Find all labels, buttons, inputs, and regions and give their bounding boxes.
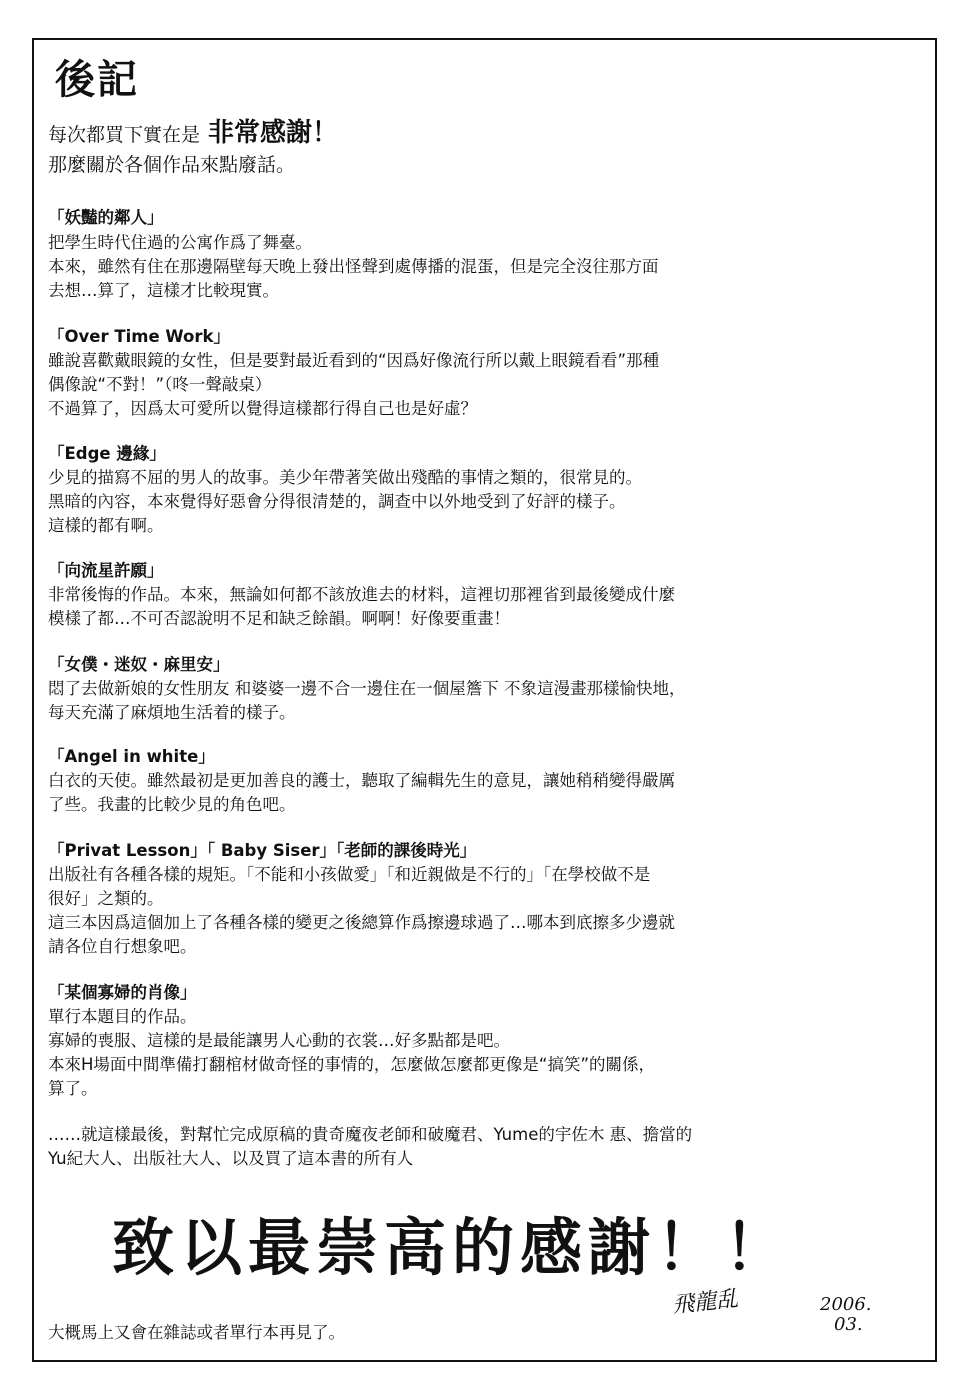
section-line: 本來H場面中間準備打翻棺材做奇怪的事情的，怎麼做怎麼都更像是“搞笑”的關係， bbox=[48, 1055, 656, 1074]
page-title: 後記 bbox=[55, 56, 139, 103]
section-line: 白衣的天使。雖然最初是更加善良的護士，聽取了編輯先生的意見，讓她稍稍變得嚴厲 bbox=[48, 771, 675, 790]
signature-name: 飛龍乱 bbox=[671, 1286, 740, 1319]
section-line: 非常後悔的作品。本來，無論如何都不該放進去的材料，這裡切那裡省到最後變成什麼 bbox=[48, 585, 675, 604]
section-line: 寡婦的喪服、這樣的是最能讓男人心動的衣裳…好多點都是吧。 bbox=[48, 1031, 510, 1050]
section-line: 模樣了都…不可否認說明不足和缺乏餘韻。啊啊！好像要重畫！ bbox=[48, 609, 510, 628]
section-line: 雖說喜歡戴眼鏡的女性，但是要對最近看到的“因爲好像流行所以戴上眼鏡看看”那種 bbox=[48, 351, 660, 370]
section-header: 「女僕・迷奴・麻里安」 bbox=[48, 655, 230, 674]
section-line: 悶了去做新娘的女性朋友 和婆婆一邊不合一邊住在一個屋簷下 不象這漫畫那樣愉快地， bbox=[48, 679, 686, 698]
closing-line: Yu紀大人、出版社大人、以及買了這本書的所有人 bbox=[48, 1149, 414, 1168]
section-header: 「Privat Lesson」「 Baby Siser」「老師的課後時光」 bbox=[48, 841, 477, 860]
section-header: 「妖豔的鄰人」 bbox=[48, 208, 164, 227]
section-line: 少見的描寫不屈的男人的故事。美少年帶著笑做出殘酷的事情之類的，很常見的。 bbox=[48, 468, 642, 487]
farewell-text: 大概馬上又會在雜誌或者單行本再見了。 bbox=[48, 1323, 345, 1342]
signature-date bbox=[820, 1295, 872, 1335]
section-line: 很好」之類的。 bbox=[48, 889, 164, 908]
big-thanks-heading: 致以最崇高的感謝！！ bbox=[112, 1211, 793, 1284]
section-line: 不過算了，因爲太可愛所以覺得這樣都行得自己也是好虛？ bbox=[48, 399, 477, 418]
section-header: 「Over Time Work」 bbox=[48, 327, 230, 346]
section-line: 每天充滿了麻煩地生活着的樣子。 bbox=[48, 703, 296, 722]
intro-line-1 bbox=[48, 118, 339, 148]
section-line: 黑暗的內容，本來覺得好惡會分得很清楚的，調查中以外地受到了好評的樣子。 bbox=[48, 492, 626, 511]
signature-date-month: 03. bbox=[834, 1314, 863, 1335]
section-line: 單行本題目的作品。 bbox=[48, 1007, 197, 1026]
signature-date-year: 2006. bbox=[820, 1294, 872, 1315]
section-header: 「某個寡婦的肖像」 bbox=[48, 983, 197, 1002]
section-line: 本來，雖然有住在那邊隔壁每天晚上發出怪聲到處傳播的混蛋，但是完全沒往那方面 bbox=[48, 257, 659, 276]
section-line: 偶像說“不對！”（咚一聲敲桌） bbox=[48, 375, 272, 394]
section-line: 去想…算了，這樣才比較現實。 bbox=[48, 281, 279, 300]
section-header: 「Angel in white」 bbox=[48, 747, 215, 766]
intro-emphasis: 非常感謝！ bbox=[208, 118, 339, 148]
section-header: 「向流星許願」 bbox=[48, 561, 164, 580]
closing-line: ……就這樣最後，對幫忙完成原稿的貴奇魔夜老師和破魔君、Yume的宇佐木 惠、擔當的 bbox=[48, 1125, 693, 1144]
section-line: 請各位自行想象吧。 bbox=[48, 937, 197, 956]
section-line: 出版社有各種各樣的規矩。「不能和小孩做愛」「和近親做是不行的」「在學校做不是 bbox=[48, 865, 651, 884]
section-header: 「Edge 邊緣」 bbox=[48, 444, 166, 463]
section-line: 把學生時代住過的公寓作爲了舞臺。 bbox=[48, 233, 312, 252]
section-line: 算了。 bbox=[48, 1079, 98, 1098]
section-line: 了些。我畫的比較少見的角色吧。 bbox=[48, 795, 296, 814]
section-line: 這樣的都有啊。 bbox=[48, 516, 164, 535]
intro-line-2: 那麼關於各個作品來點廢話。 bbox=[48, 154, 296, 176]
intro-text: 每次都買下實在是 bbox=[48, 124, 201, 146]
section-line: 這三本因爲這個加上了各種各樣的變更之後總算作爲擦邊球過了…哪本到底擦多少邊就 bbox=[48, 913, 675, 932]
